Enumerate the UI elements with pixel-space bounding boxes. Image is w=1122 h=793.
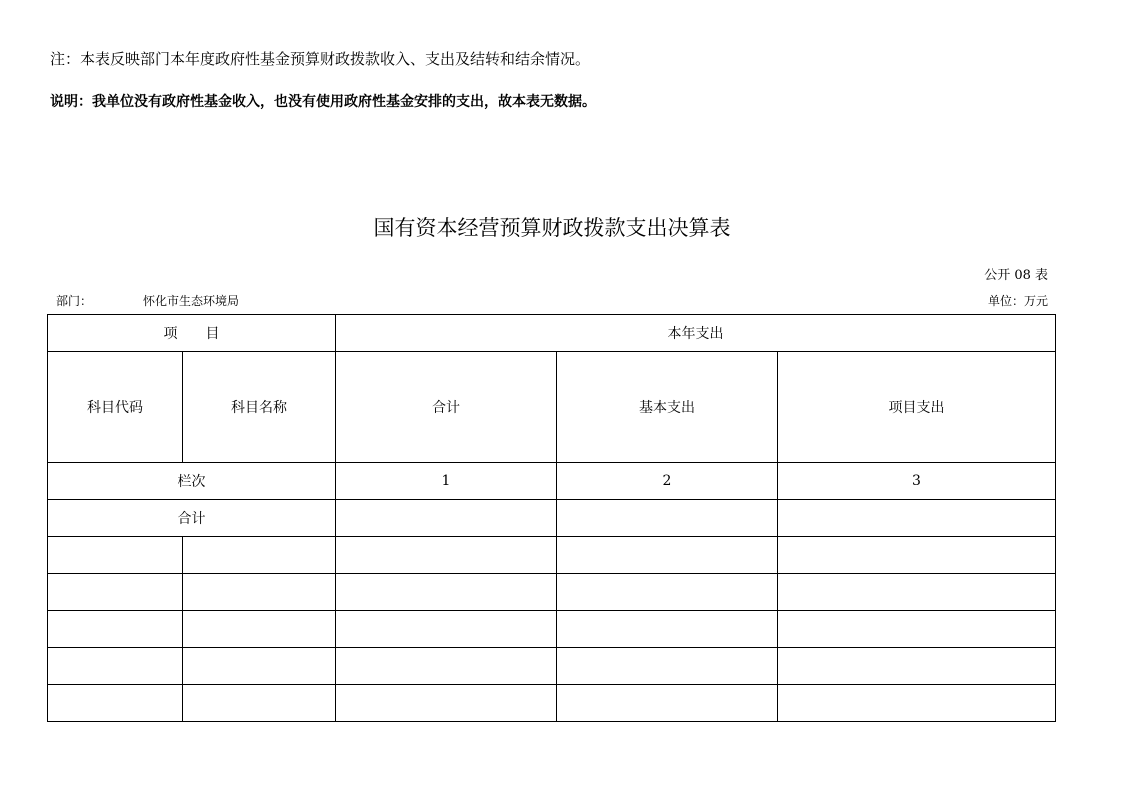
cell-project <box>778 574 1056 611</box>
col-subject-name: 科目名称 <box>183 352 336 463</box>
note-text: 注：本表反映部门本年度政府性基金预算财政拨款收入、支出及结转和结余情况。 <box>50 50 591 68</box>
index-2: 2 <box>557 463 778 500</box>
col-project-expenditure: 项目支出 <box>778 352 1056 463</box>
cell-code <box>48 648 183 685</box>
cell-total <box>336 648 557 685</box>
index-row <box>48 463 1056 500</box>
col-subject-code: 科目代码 <box>48 352 183 463</box>
cell-project <box>778 648 1056 685</box>
table-code: 公开 08 表 <box>984 268 1048 283</box>
header-row-2 <box>48 352 1056 463</box>
total-cell <box>336 500 557 537</box>
department-label: 部门： <box>56 294 93 308</box>
cell-name <box>183 611 336 648</box>
total-row <box>48 500 1056 537</box>
total-basic-cell <box>557 500 778 537</box>
header-row-1 <box>48 315 1056 352</box>
cell-project <box>778 611 1056 648</box>
cell-name <box>183 537 336 574</box>
cell-code <box>48 574 183 611</box>
header-year-expenditure: 本年支出 <box>336 315 1056 352</box>
cell-name <box>183 685 336 722</box>
cell-name <box>183 574 336 611</box>
cell-basic <box>557 537 778 574</box>
table-row <box>48 611 1056 648</box>
col-total: 合计 <box>336 352 557 463</box>
total-label: 合计 <box>48 500 336 537</box>
total-project-cell <box>778 500 1056 537</box>
cell-project <box>778 537 1056 574</box>
cell-code <box>48 611 183 648</box>
row-index-label: 栏次 <box>48 463 336 500</box>
header-item: 项 目 <box>48 315 336 352</box>
index-3: 3 <box>778 463 1056 500</box>
cell-code <box>48 685 183 722</box>
table-row <box>48 648 1056 685</box>
cell-total <box>336 537 557 574</box>
index-1: 1 <box>336 463 557 500</box>
cell-total <box>336 685 557 722</box>
page-title: 国有资本经营预算财政拨款支出决算表 <box>373 216 731 240</box>
table-row <box>48 574 1056 611</box>
unit-label: 单位：万元 <box>987 294 1048 308</box>
expenditure-table <box>47 314 1056 722</box>
cell-basic <box>557 611 778 648</box>
cell-name <box>183 648 336 685</box>
table-row <box>48 537 1056 574</box>
cell-basic <box>557 648 778 685</box>
cell-basic <box>557 574 778 611</box>
department-value: 怀化市生态环境局 <box>143 294 240 308</box>
col-basic-expenditure: 基本支出 <box>557 352 778 463</box>
cell-total <box>336 574 557 611</box>
cell-project <box>778 685 1056 722</box>
cell-basic <box>557 685 778 722</box>
table-row <box>48 685 1056 722</box>
cell-code <box>48 537 183 574</box>
cell-total <box>336 611 557 648</box>
explanation-text: 说明：我单位没有政府性基金收入，也没有使用政府性基金安排的支出，故本表无数据。 <box>50 94 596 110</box>
